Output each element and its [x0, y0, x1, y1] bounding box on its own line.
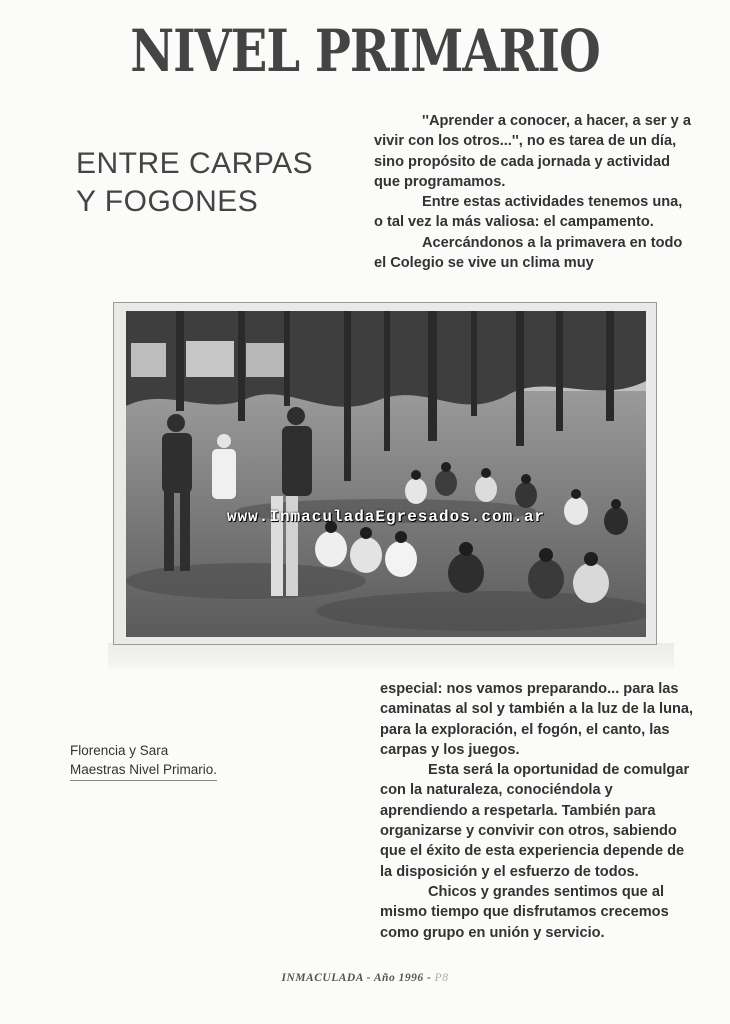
- text-line: para la exploración, el fogón, el canto, las: [380, 721, 670, 738]
- text-line: que el éxito de esta experiencia depende de: [380, 843, 685, 860]
- text-line: Esta será la oportunidad de comulgar: [428, 762, 690, 779]
- campsite-photo: [126, 311, 646, 637]
- article-column-bottom: [380, 679, 720, 943]
- text-line: especial: nos vamos preparando... para las: [380, 681, 679, 697]
- section-masthead: NIVEL PRIMARIO: [130, 18, 600, 86]
- credit-role: Maestras Nivel Primario.: [70, 760, 217, 781]
- text-line: o tal vez la más valiosa: el campamento.: [374, 214, 654, 231]
- footer-text: INMACULADA - Año 1996 -: [281, 972, 432, 984]
- text-line: el Colegio se vive un clima muy: [374, 255, 594, 272]
- photo-frame: [113, 302, 657, 645]
- article-headline: [76, 145, 346, 221]
- text-line: Acercándonos a la primavera en todo: [422, 234, 683, 251]
- text-line: la disposición y el esfuerzo de todos.: [380, 863, 639, 880]
- text-line: Entre estas actividades tenemos una,: [422, 194, 683, 211]
- text-line: que programamos.: [374, 173, 506, 190]
- credit-names: Florencia y Sara: [70, 743, 169, 758]
- text-line: mismo tiempo que disfrutamos crecemos: [380, 904, 669, 921]
- author-credit: [70, 741, 217, 781]
- text-line: ''Aprender a conocer, a hacer, a ser y a: [422, 113, 691, 129]
- page-number: P8: [434, 972, 449, 984]
- text-line: caminatas al sol y también a la luz de la luna,: [380, 701, 694, 718]
- watermark-text: www.InmaculadaEgresados.com.ar: [226, 508, 546, 526]
- page-footer: [0, 972, 730, 984]
- text-line: aprendiendo a respetarla. También para: [380, 802, 656, 819]
- article-column-top: [374, 111, 719, 273]
- text-line: sino propósito de cada jornada y actividad: [374, 153, 670, 170]
- headline-line-1: ENTRE CARPAS: [76, 147, 314, 180]
- text-line: con la naturaleza, conociéndola y: [380, 782, 613, 799]
- photo-illustration: [126, 311, 646, 637]
- text-line: organizarse y convivir con otros, sabiendo: [380, 823, 677, 840]
- text-line: como grupo en unión y servicio.: [380, 924, 605, 941]
- text-line: carpas y los juegos.: [380, 741, 520, 758]
- photo-shadow: [108, 643, 674, 669]
- headline-line-2: Y FOGONES: [76, 185, 259, 218]
- text-line: Chicos y grandes sentimos que al: [428, 883, 665, 900]
- text-line: vivir con los otros...'', no es tarea de un día,: [374, 133, 677, 150]
